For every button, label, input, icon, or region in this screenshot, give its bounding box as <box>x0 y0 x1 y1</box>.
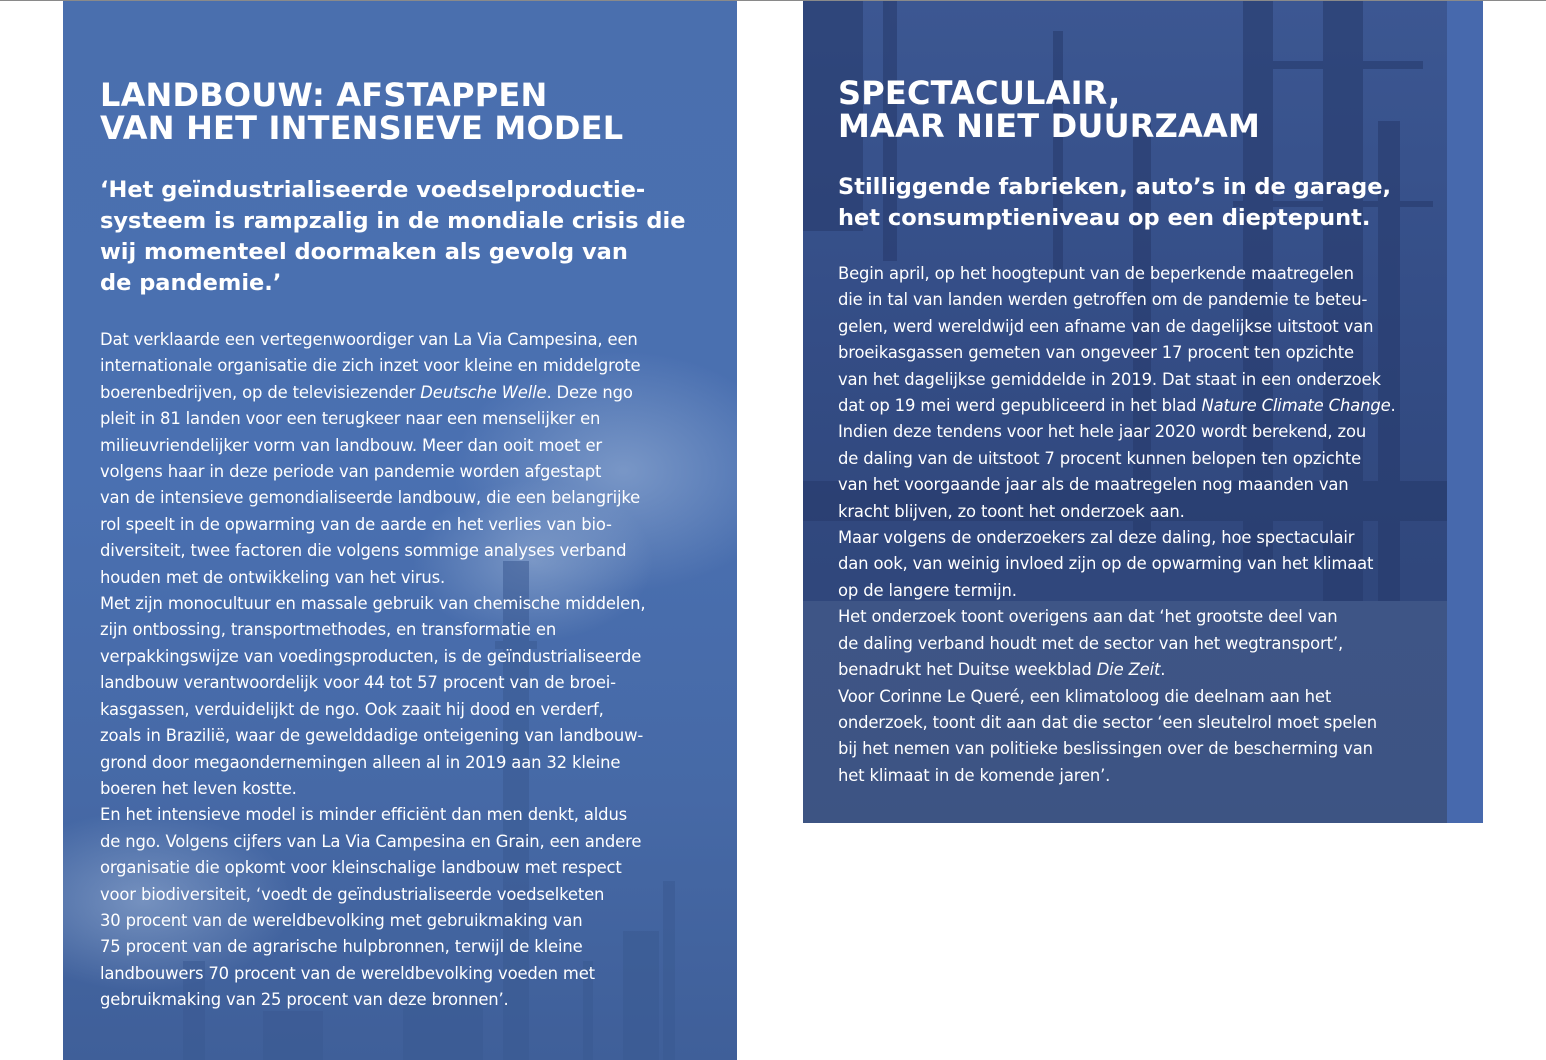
body-line <box>100 327 700 353</box>
subtitle-line: Stilliggende fabrieken, auto’s in de garage, <box>838 174 1392 200</box>
title-line: SPECTACULAIR, <box>838 74 1121 112</box>
body-line <box>838 525 1438 551</box>
body-text: op de langere termijn. <box>838 580 1017 600</box>
body-text: pleit in 81 landen voor een terugkeer naar een menselijker en <box>100 409 601 429</box>
body-line <box>838 710 1438 736</box>
body-text: boeren het leven kostte. <box>100 778 297 798</box>
italic-publication-name: Die Zeit <box>1096 660 1161 680</box>
body-text: milieuvriendelijker vorm van landbouw. Meer dan ooit moet er <box>100 435 602 455</box>
body-text: voor biodiversiteit, ‘voedt de geïndustrialiseerde voedselketen <box>100 884 605 904</box>
article-panel-spectaculair <box>803 1 1483 823</box>
article-title <box>100 76 700 147</box>
subtitle-line: het consumptieniveau op een dieptepunt. <box>838 205 1371 231</box>
body-line <box>838 604 1438 630</box>
body-line <box>838 340 1438 366</box>
body-text: die in tal van landen werden getroffen om de pandemie te beteu- <box>838 290 1368 310</box>
body-text: boerenbedrijven, op de televisiezender <box>100 382 421 402</box>
body-text: . <box>1390 396 1396 416</box>
body-text: rol speelt in de opwarming van de aarde en het verlies van bio- <box>100 514 612 534</box>
body-text: bij het nemen van politieke beslissingen over de bescherming van <box>838 739 1373 759</box>
body-line <box>838 499 1438 525</box>
article-body <box>838 261 1438 789</box>
body-text: benadrukt het Duitse weekblad <box>838 660 1097 680</box>
article-panel-landbouw <box>63 1 737 1060</box>
body-text: Voor Corinne Le Queré, een klimatoloog die deelnam aan het <box>838 686 1332 706</box>
body-text: . Deze ngo <box>546 382 633 402</box>
body-text: kasgassen, verduidelijkt de ngo. Ook zaait hij dood en verderf, <box>100 699 604 719</box>
body-text: kracht blijven, zo toont het onderzoek aan. <box>838 501 1185 521</box>
article-subtitle <box>838 172 1438 234</box>
body-text: . <box>1160 660 1166 680</box>
body-line <box>100 512 700 538</box>
body-text: landbouw verantwoordelijk voor 44 tot 57 procent van de broei- <box>100 673 616 693</box>
body-line <box>100 565 700 591</box>
body-line <box>100 750 700 776</box>
body-line <box>100 987 700 1013</box>
body-line <box>100 617 700 643</box>
title-line: VAN HET INTENSIEVE MODEL <box>100 109 624 147</box>
body-line <box>100 644 700 670</box>
body-text: grond door megaondernemingen alleen al in 2019 aan 32 kleine <box>100 752 621 772</box>
body-line <box>838 763 1438 789</box>
body-text: dan ook, van weinig invloed zijn op de opwarming van het klimaat <box>838 554 1374 574</box>
italic-publication-name: Nature Climate Change <box>1201 396 1391 416</box>
body-line <box>838 367 1438 393</box>
body-line <box>838 736 1438 762</box>
body-text: En het intensieve model is minder efficiënt dan men denkt, aldus <box>100 805 628 825</box>
body-line <box>838 657 1438 683</box>
body-line <box>838 578 1438 604</box>
body-text: gebruikmaking van 25 procent van deze bronnen’. <box>100 990 509 1010</box>
body-line <box>100 882 700 908</box>
body-text: volgens haar in deze periode van pandemie worden afgestapt <box>100 462 602 482</box>
body-line <box>100 380 700 406</box>
body-line <box>100 591 700 617</box>
italic-publication-name: Deutsche Welle <box>420 382 547 402</box>
article-content <box>838 74 1438 789</box>
subtitle-line: de pandemie.’ <box>100 270 282 296</box>
body-text: Maar volgens de onderzoekers zal deze daling, hoe spectaculair <box>838 528 1355 548</box>
body-line <box>838 684 1438 710</box>
body-text: Met zijn monocultuur en massale gebruik van chemische middelen, <box>100 594 646 614</box>
body-text: Het onderzoek toont overigens aan dat ‘het grootste deel van <box>838 607 1338 627</box>
right-edge-strip <box>1447 1 1483 823</box>
article-subtitle-quote <box>100 175 700 299</box>
body-text: het klimaat in de komende jaren’. <box>838 765 1111 785</box>
body-text: 75 procent van de agrarische hulpbronnen, terwijl de kleine <box>100 937 583 957</box>
body-text: internationale organisatie die zich inzet voor kleine en middelgrote <box>100 356 641 376</box>
subtitle-line: ‘Het geïndustrialiseerde voedselproductie- <box>100 177 646 203</box>
body-text: organisatie die opkomt voor kleinschalige landbouw met respect <box>100 858 622 878</box>
body-text: verpakkingswijze van voedingsproducten, is de geïndustrialiseerde <box>100 646 642 666</box>
body-text: houden met de ontwikkeling van het virus. <box>100 567 446 587</box>
body-line <box>100 908 700 934</box>
body-text: van het voorgaande jaar als de maatregelen nog maanden van <box>838 475 1349 495</box>
body-text: van de intensieve gemondialiseerde landbouw, die een belangrijke <box>100 488 641 508</box>
body-text: onderzoek, toont dit aan dat die sector ‘een sleutelrol moet spelen <box>838 712 1377 732</box>
body-text: de daling verband houdt met de sector van het wegtransport’, <box>838 633 1344 653</box>
body-line <box>100 776 700 802</box>
body-line <box>100 855 700 881</box>
article-body <box>100 327 700 1014</box>
body-line <box>838 314 1438 340</box>
subtitle-line: wij momenteel doormaken als gevolg van <box>100 239 628 265</box>
body-text: van het dagelijkse gemiddelde in 2019. Dat staat in een onderzoek <box>838 369 1381 389</box>
body-line <box>100 459 700 485</box>
body-text: de ngo. Volgens cijfers van La Via Campesina en Grain, een andere <box>100 831 642 851</box>
body-text: Indien deze tendens voor het hele jaar 2020 wordt berekend, zou <box>838 422 1367 442</box>
body-line <box>100 353 700 379</box>
body-text: landbouwers 70 procent van de wereldbevolking voeden met <box>100 963 595 983</box>
article-content <box>100 76 700 1014</box>
title-line: MAAR NIET DUURZAAM <box>838 107 1261 145</box>
body-line <box>838 631 1438 657</box>
body-line <box>838 261 1438 287</box>
title-line: LANDBOUW: AFSTAPPEN <box>100 76 548 114</box>
body-line <box>100 697 700 723</box>
body-line <box>100 829 700 855</box>
body-line <box>838 287 1438 313</box>
body-line <box>100 670 700 696</box>
body-line <box>100 934 700 960</box>
body-line <box>100 485 700 511</box>
body-line <box>100 406 700 432</box>
body-text: dat op 19 mei werd gepubliceerd in het blad <box>838 396 1202 416</box>
body-line <box>100 433 700 459</box>
article-title <box>838 74 1438 145</box>
body-text: diversiteit, twee factoren die volgens sommige analyses verband <box>100 541 627 561</box>
body-text: zoals in Brazilië, waar de gewelddadige onteigening van landbouw- <box>100 726 644 746</box>
body-line <box>100 802 700 828</box>
body-text: gelen, werd wereldwijd een afname van de dagelijkse uitstoot van <box>838 316 1374 336</box>
body-line <box>100 961 700 987</box>
body-text: broeikasgassen gemeten van ongeveer 17 procent ten opzichte <box>838 343 1354 363</box>
body-line <box>838 419 1438 445</box>
body-line <box>838 393 1438 419</box>
body-line <box>100 538 700 564</box>
body-line <box>838 472 1438 498</box>
body-line <box>100 723 700 749</box>
subtitle-line: systeem is rampzalig in de mondiale crisis die <box>100 208 686 234</box>
body-text: 30 procent van de wereldbevolking met gebruikmaking van <box>100 910 583 930</box>
body-text: zijn ontbossing, transportmethodes, en transformatie en <box>100 620 557 640</box>
body-line <box>838 446 1438 472</box>
body-line <box>838 551 1438 577</box>
body-text: Begin april, op het hoogtepunt van de beperkende maatregelen <box>838 264 1354 283</box>
body-text: Dat verklaarde een vertegenwoordiger van La Via Campesina, een <box>100 330 638 349</box>
body-text: de daling van de uitstoot 7 procent kunnen belopen ten opzichte <box>838 448 1362 468</box>
